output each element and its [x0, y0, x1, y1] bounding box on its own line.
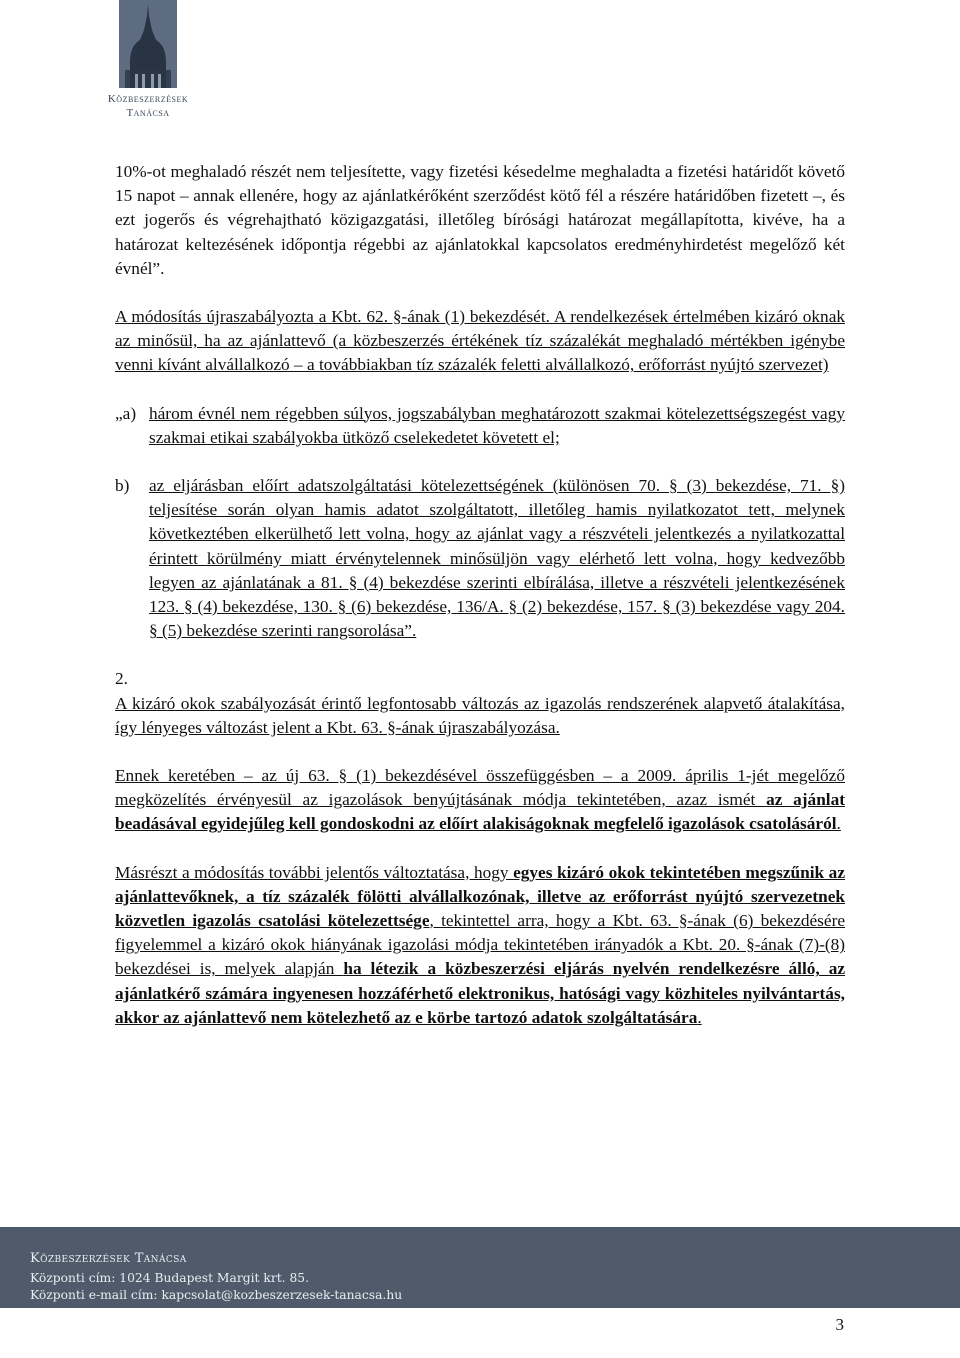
paragraph-5	[115, 861, 845, 1030]
document-body	[115, 160, 845, 1030]
page-footer	[0, 1227, 960, 1308]
list-item-b-label: b)	[115, 476, 130, 496]
paragraph-5-part-5: .	[697, 1007, 702, 1027]
dome-silhouette-icon	[119, 0, 177, 88]
list-item-a-text: három évnél nem régebben súlyos, jogszabályban meghatározott szakmai kötelezettségszegést vagy szakmai etikai szabályokba ütköző cselekedetet követett el;	[149, 403, 845, 447]
list-item-a	[115, 402, 845, 450]
paragraph-4-bold: az ajánlat beadásával egyidejűleg kell gondoskodni az előírt alakiságoknak megfelelő igazolások csatolásáról	[115, 790, 845, 834]
footer-address: Központi cím: 1024 Budapest Margit krt. 85.	[30, 1271, 310, 1285]
paragraph-4-part-1: Ennek keretében – az új 63. § (1) bekezdésével összefüggésben – a 2009. április 1-jét megelőző megközelítés érvényesül az igazolások benyújtásának módja tekintetében, azaz ismét	[115, 766, 845, 810]
logo-line-2: Tanácsa	[126, 107, 170, 119]
footer-title: Közbeszerzések Tanácsa	[30, 1251, 187, 1266]
list-item-b-text: az eljárásban előírt adatszolgáltatási kötelezettségének (különösen 70. § (3) bekezdése, 71. §) teljesítése során olyan hamis adatot szolgáltatott, illetőleg hamis nyilatkozatot tett, melynek következtében elkerülhető lett volna, hogy az ajánlat vagy a részvételi jelentkezés a nyilatkozattal érintett körülmény miatt érvénytelennek minősüljön vagy elérhető lett volna, hogy kedvezőbb legyen az ajánlatának a 81. § (4) bekezdése szerinti elbírálása, illetve a részvételi jelentkezésének 123. § (4) bekezdése, 130. § (6) bekezdése, 136/A. § (2) bekezdése, 157. § (3) bekezdése vagy 204. § (5) bekezdése szerinti rangsorolása”.	[149, 476, 845, 641]
footer-email: Központi e-mail cím: kapcsolat@kozbeszerzesek-tanacsa.hu	[30, 1288, 403, 1302]
paragraph-5-bold-2: ha létezik a közbeszerzési eljárás nyelvén rendelkezésre álló, az ajánlatkérő számára ingyenesen hozzáférhető elektronikus, hatósági vagy közhiteles nyilvántartás, akkor az ajánlattevő nem kötelezhető az e körbe tartozó adatok szolgáltatására	[115, 959, 845, 1027]
paragraph-1: 10%-ot meghaladó részét nem teljesítette, vagy fizetési késedelme meghaladta a fizetési határidőt követő 15 napot – annak ellenére, hogy az ajánlatkérőként szerződést kötő fél a részére határidőben fizetett –, és ezt jogerős és végrehajtható közigazgatási, illetőleg bírósági határozat megállapította, kivéve, ha a határozat keltezésének időpontja régebbi az ajánlatokkal kapcsolatos eredményhirdetést megelőző két évnél”.	[115, 162, 845, 278]
logo-line-1: Közbeszerzések	[107, 93, 189, 105]
paragraph-4	[115, 764, 845, 837]
paragraph-5-bold-1: egyes kizáró okok tekintetében megszűnik az ajánlattevőknek, a tíz százalék fölötti alvállalkozónak, illetve az erőforrást nyújtó szervezetnek közvetlen igazolás csatolási kötelezettsége	[115, 862, 845, 931]
paragraph-5-part-1: Másrészt a módosítás további jelentős változtatása, hogy	[115, 862, 514, 882]
paragraph-3: A kizáró okok szabályozását érintő legfontosabb változás az igazolás rendszerének alapvető átalakítása, így lényeges változást jelent a Kbt. 63. §-ának újraszabályozása.	[115, 693, 845, 737]
section-number: 2.	[115, 669, 128, 689]
list-item-b	[115, 474, 845, 643]
paragraph-5-part-3: , tekintettel arra, hogy a Kbt. 63. §-ának (6) bekezdésére figyelemmel a kizáró okok hiányának igazolási módja tekintetében irányadók a Kbt. 20. §-ának (7)-(8) bekezdései is, melyek alapján	[115, 911, 846, 979]
parliament-dome-logo-icon	[119, 0, 177, 88]
logo-text	[91, 92, 205, 120]
header-logo	[91, 0, 205, 127]
page-number: 3	[835, 1315, 844, 1334]
paragraph-2: A módosítás újraszabályozta a Kbt. 62. §-ának (1) bekezdését. A rendelkezések értelmében kizáró oknak az minősül, ha az ajánlattevő (a közbeszerzés értékének tíz százalékát meghaladó mértékben igénybe venni kívánt alvállalkozó – a továbbiakban tíz százalék feletti alvállalkozó, erőforrást nyújtó szervezet)	[115, 307, 845, 375]
paragraph-4-part-3: .	[836, 814, 841, 834]
list-item-a-label: „a)	[115, 403, 137, 423]
